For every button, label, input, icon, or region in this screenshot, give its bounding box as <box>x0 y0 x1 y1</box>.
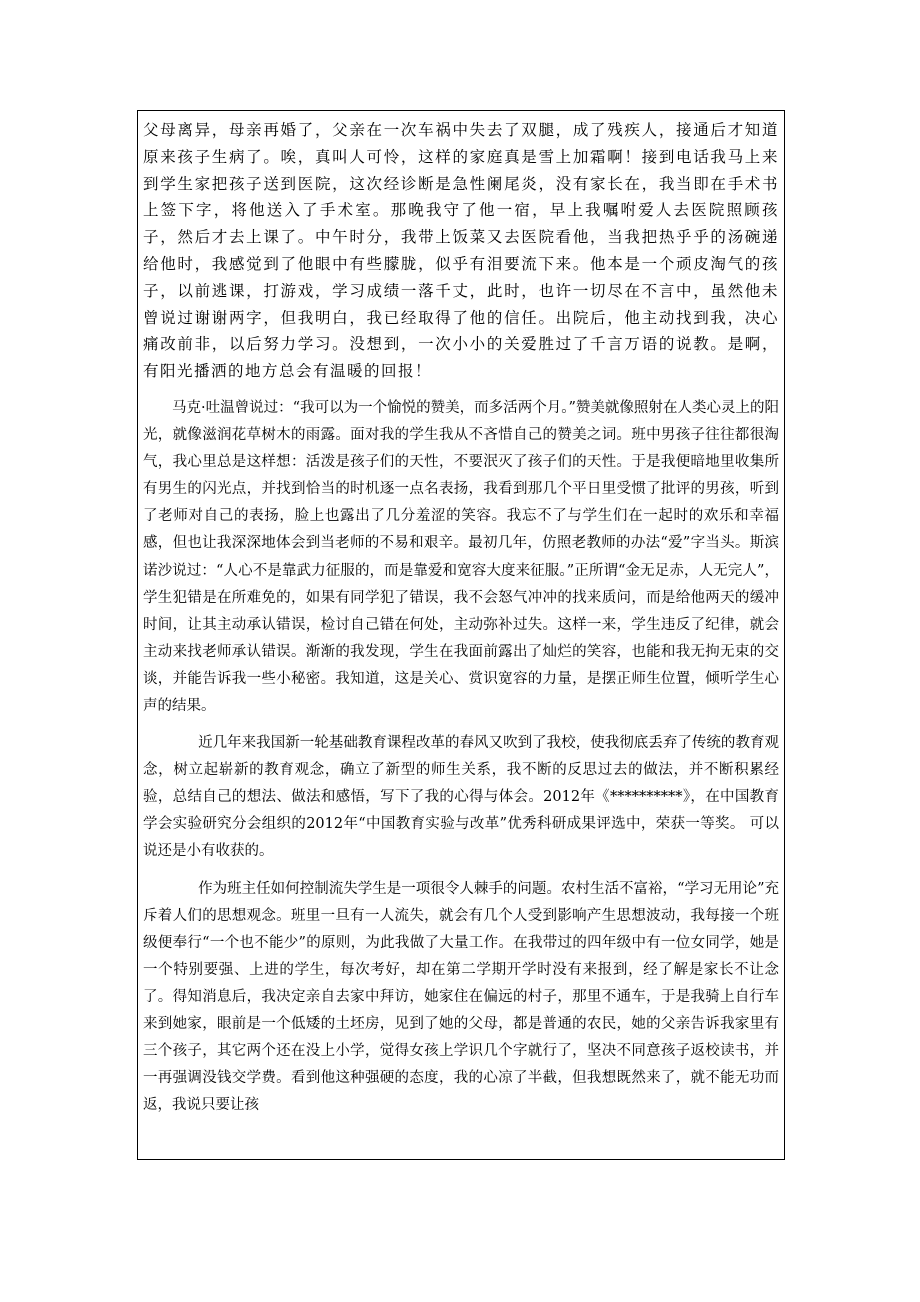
paragraph-1: 父母离异，母亲再婚了，父亲在一次车祸中失去了双腿，成了残疾人，接通后才知道原来孩子生病了。唉，真叫人可怜，这样的家庭真是雪上加霜啊！接到电话我马上来到学生家把孩子送到医院，这次经诊断是急性阑尾炎，没有家长在，我当即在手术书上签下字，将他送入了手术室。那晚我守了他一宿，早上我嘱咐爱人去医院照顾孩子，然后才去上课了。中午时分，我带上饭菜又去医院看他，当我把热乎乎的汤碗递给他时，我感觉到了他眼中有些朦胧，似乎有泪要流下来。他本是一个顽皮淘气的孩子，以前逃课，打游戏，学习成绩一落千丈，此时，也许一切尽在不言中，虽然他未曾说过谢谢两字，但我明白，我已经取得了他的信任。出院后，他主动找到我，决心痛改前非，以后努力学习。没想到，一次小小的关爱胜过了千言万语的说教。是啊，有阳光播洒的地方总会有温暖的回报！ <box>143 121 779 381</box>
paragraph-4: 作为班主任如何控制流失学生是一项很令人棘手的问题。农村生活不富裕，“学习无用论”充斥着人们的思想观念。班里一旦有一人流失，就会有几个人受到影响产生思想波动，我每接一个班级便奉行“一个也不能少”的原则，为此我做了大量工作。在我带过的四年级中有一位女同学，她是一个特别要强、上进的学生，每次考好，却在第二学期开学时没有来报到，经了解是家长不让念了。得知消息后，我决定亲自去家中拜访，她家住在偏远的村子，那里不通车，于是我骑上自行车来到她家，眼前是一个低矮的土坯房，见到了她的父母，都是普通的农民，她的父亲告诉我家里有三个孩子，其它两个还在没上小学，觉得女孩上学识几个字就行了，坚决不同意孩子返校读书，并一再强调没钱交学费。看到他这种强硬的态度，我的心凉了半截，但我想既然来了，就不能无功而返，我说只要让孩 <box>143 880 779 1114</box>
paragraph-3: 近几年来我国新一轮基础教育课程改革的春风又吹到了我校，使我彻底丢弃了传统的教育观念，树立起崭新的教育观念，确立了新型的师生关系，我不断的反思过去的做法，并不断积累经验，总结自己的想法、做法和感悟，写下了我的心得与体会。2012年《**********》，在中国教育学会实验研究分会组织的2012年“中国教育实验与改革”优秀科研成果评选中，荣获一等奖。 可以说还是小有收获的。 <box>143 735 779 860</box>
paragraph-2: 马克·吐温曾说过：“我可以为一个愉悦的赞美，而多活两个月。”赞美就像照射在人类心灵上的阳光，就像滋润花草树木的雨露。面对我的学生我从不吝惜自己的赞美之词。班中男孩子往往都很淘气，我心里总是这样想：活泼是孩子们的天性，不要泯灭了孩子们的天性。于是我便暗地里收集所有男生的闪光点，并找到恰当的时机逐一点名表扬，我看到那几个平日里受惯了批评的男孩，听到了老师对自己的表扬，脸上也露出了几分羞涩的笑容。我忘不了与学生们在一起时的欢乐和幸福感，但也让我深深地体会到当老师的不易和艰辛。最初几年，仿照老教师的办法“爱”字当头。斯滨诺沙说过：“人心不是靠武力征服的，而是靠爱和宽容大度来征服。”正所谓“金无足赤，人无完人”，学生犯错是在所难免的，如果有同学犯了错误，我不会怒气冲冲的找来质问，而是给他两天的缓冲时间，让其主动承认错误，检讨自己错在何处，主动弥补过失。这样一来，学生违反了纪律，就会主动来找老师承认错误。渐渐的我发现，学生在我面前露出了灿烂的笑容，也能和我无拘无束的交谈，并能告诉我一些小秘密。我知道，这是关心、赏识宽容的力量，是摆正师生位置，倾听学生心声的结果。 <box>143 399 779 714</box>
paragraph-gap <box>143 385 779 395</box>
paragraph-gap <box>143 866 779 876</box>
paragraph-gap <box>143 720 779 730</box>
document-frame <box>137 110 785 1160</box>
document-body <box>138 111 784 1119</box>
